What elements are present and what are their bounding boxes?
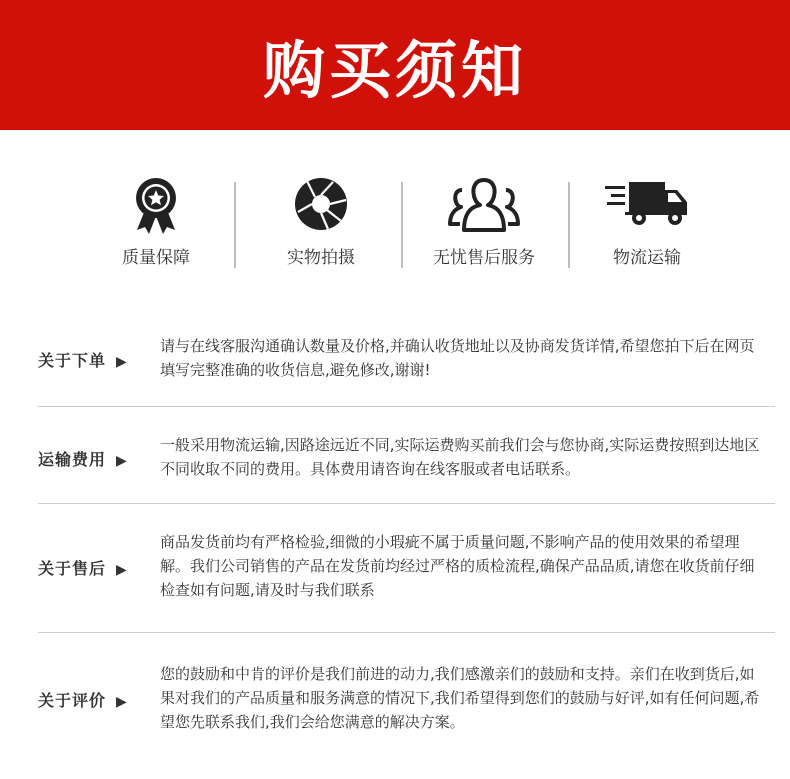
section-title: 运输费用 [38, 450, 107, 469]
section-heading [38, 688, 128, 711]
banner [0, 0, 790, 130]
play-arrow-icon: ▶ [116, 694, 128, 710]
feature-logistics [563, 170, 731, 280]
play-arrow-icon: ▶ [116, 354, 128, 370]
section-title: 关于售后 [38, 559, 107, 578]
section-text: 您的鼓励和中肯的评价是我们前进的动力,我们感激亲们的鼓励和支持。亲们在收到货后,如果对我们的产品质量和服务满意的情况下,我们希望得到您们的鼓励与好评,如有任何问题,希望您先联系我们,我们会给您满意的解决方案。 [160, 665, 760, 731]
feature-after-sale [400, 170, 568, 280]
page-title: 购买须知 [262, 33, 527, 107]
delivery-truck-icon [605, 176, 689, 232]
feature-divider [234, 182, 236, 268]
section-after-sale [38, 530, 775, 610]
feature-label: 实物拍摄 [287, 248, 355, 268]
section-text: 商品发货前均有严格检验,细微的小瑕疵不属于质量问题,不影响产品的使用效果的希望理解。我们公司销售的产品在发货前均经过严格的质检流程,确保产品品质,请您在收货前仔细检查如有问题,请及时与我们联系 [160, 533, 755, 599]
section-title: 关于下单 [38, 351, 107, 370]
play-arrow-icon: ▶ [116, 453, 128, 469]
feature-strip [0, 170, 790, 280]
feature-label: 物流运输 [613, 248, 681, 268]
divider [38, 632, 775, 633]
section-text: 请与在线客服沟通确认数量及价格,并确认收货地址以及协商发货详情,希望您拍下后在网页填写完整准确的收货信息,避免修改,谢谢! [160, 337, 755, 379]
section-order [38, 333, 775, 393]
section-text: 一般采用物流运输,因路途远近不同,实际运费购买前我们会与您协商,实际运费按照到达地区不同收取不同的费用。具体费用请咨询在线客服或者电话联系。 [160, 436, 760, 478]
play-arrow-icon: ▶ [116, 562, 128, 578]
feature-label: 无忧售后服务 [433, 248, 535, 268]
divider [38, 503, 775, 504]
users-group-icon [446, 176, 522, 240]
feature-quality [72, 170, 240, 280]
section-shipping [38, 433, 775, 493]
section-heading [38, 348, 128, 371]
feature-label: 质量保障 [122, 248, 190, 268]
award-ribbon-icon [131, 176, 181, 240]
section-heading [38, 556, 128, 579]
divider [38, 406, 775, 407]
section-review [38, 662, 775, 742]
section-heading [38, 447, 128, 470]
section-title: 关于评价 [38, 691, 107, 710]
feature-real-photo [237, 170, 405, 280]
camera-aperture-icon [293, 176, 349, 236]
